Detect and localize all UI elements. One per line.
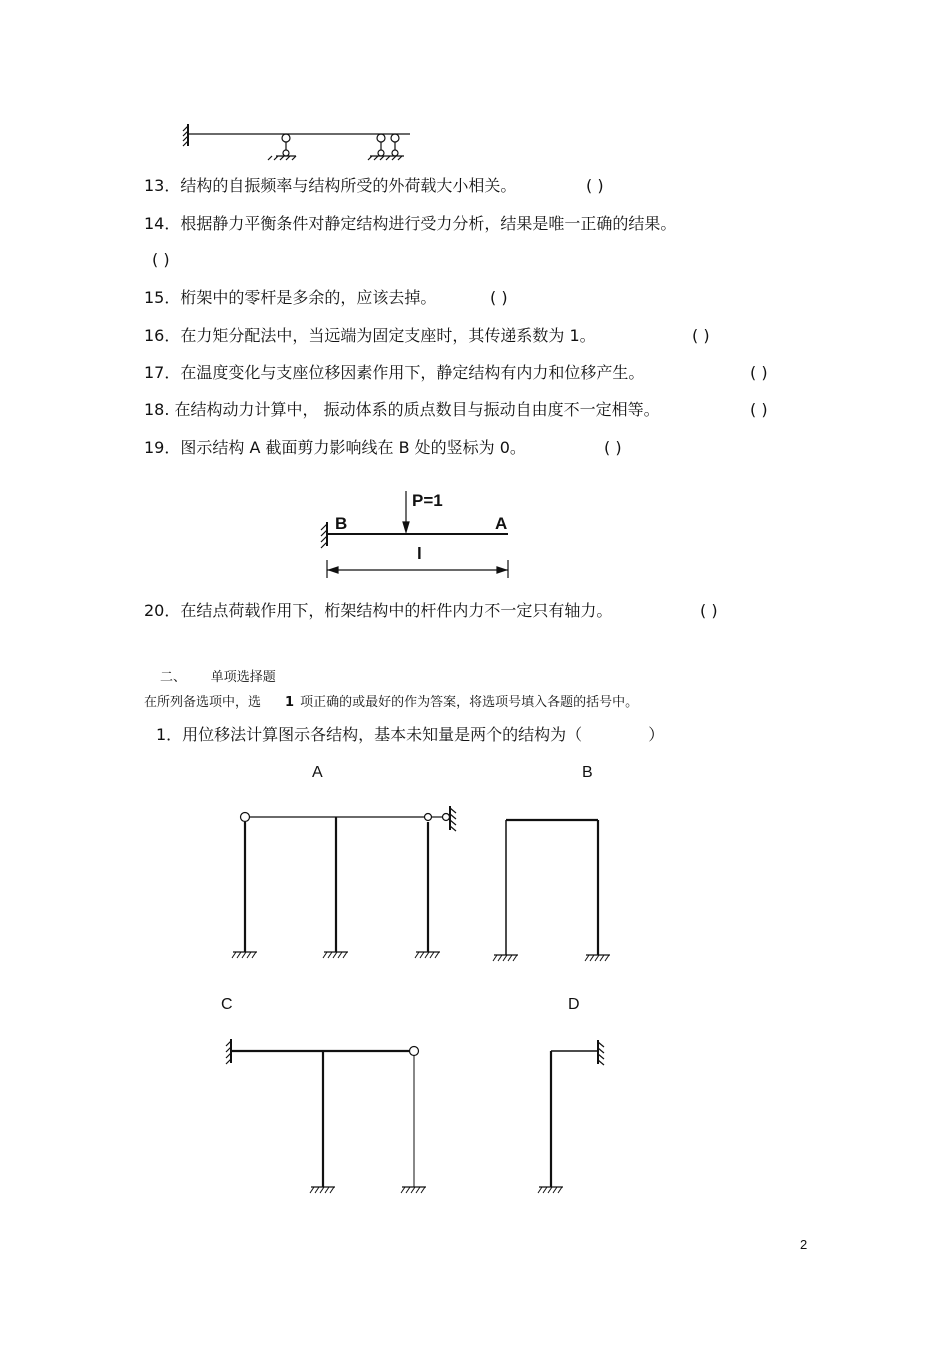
fig19-load-label: P=1 (412, 491, 443, 510)
mcq-question-1: 1．用位移法计算图示各结构，基本未知量是两个的结构为（ ） (156, 725, 665, 744)
question-17: 17．在温度变化与支座位移因素作用下，静定结构有内力和位移产生。 (144, 363, 645, 382)
question-19: 19．图示结构 A 截面剪力影响线在 B 处的竖标为 0。 (144, 438, 526, 457)
question-20: 20．在结点荷载作用下，桁架结构中的杆件内力不一定只有轴力。 (144, 601, 613, 620)
question-16: 16．在力矩分配法中，当远端为固定支座时，其传递系数为 1。 (144, 326, 596, 345)
answer-blank-18[interactable]: ( ) (750, 400, 768, 419)
fig19-label-b: B (335, 514, 348, 533)
answer-blank-19[interactable]: ( ) (604, 438, 622, 457)
option-label-a: A (312, 764, 323, 781)
question-13: 13．结构的自振频率与结构所受的外荷载大小相关。 (144, 176, 517, 195)
fig19-span-label: l (417, 544, 422, 563)
question-18: 18. 在结构动力计算中， 振动体系的质点数目与振动自由度不一定相等。 (144, 400, 660, 419)
instruction-part-b: 项正确的或最好的作为答案，将选项号填入各题的括号中。 (300, 695, 639, 710)
option-label-c: C (221, 996, 233, 1013)
question-15: 15．桁架中的零杆是多余的，应该去掉。 (144, 288, 437, 307)
instruction-number: 1 (285, 695, 295, 710)
page-number: 2 (800, 1237, 808, 1252)
answer-blank-15[interactable]: ( ) (490, 288, 508, 307)
fig19-label-a: A (495, 514, 508, 533)
answer-blank-17[interactable]: ( ) (750, 363, 768, 382)
option-label-d: D (568, 996, 580, 1013)
answer-blank-13[interactable]: ( ) (586, 176, 604, 195)
answer-blank-14[interactable]: ( ) (152, 250, 170, 269)
question-14: 14．根据静力平衡条件对静定结构进行受力分析，结果是唯一正确的结果。 (144, 214, 677, 233)
answer-blank-20[interactable]: ( ) (700, 601, 718, 620)
section-heading: 二、 单项选择题 (160, 670, 276, 685)
option-label-b: B (582, 764, 593, 781)
answer-blank-16[interactable]: ( ) (692, 326, 710, 345)
instruction-part-a: 在所列备选项中，选 (144, 695, 262, 710)
